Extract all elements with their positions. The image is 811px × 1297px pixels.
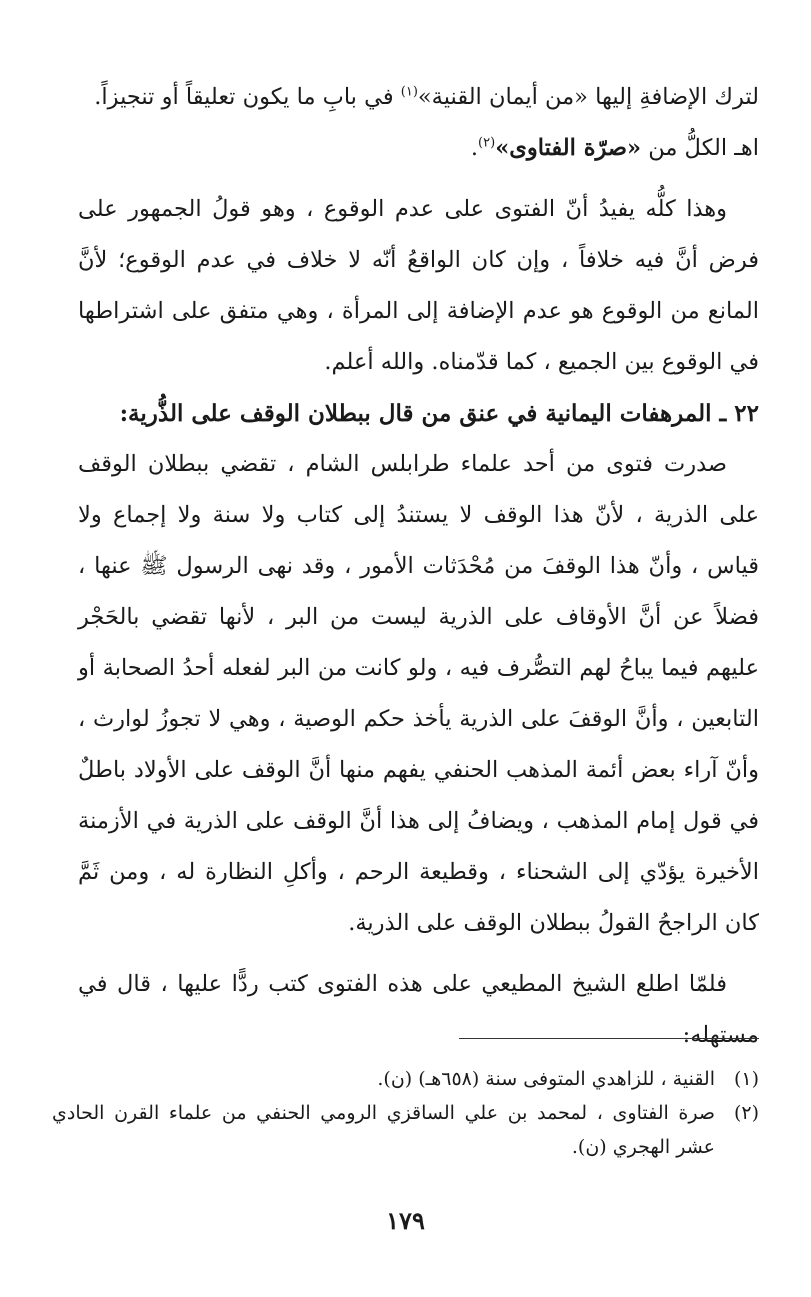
cited-title: «صرّة الفتاوى» — [495, 135, 642, 161]
footnotes — [52, 1062, 759, 1164]
footnote-marker-2: (٢) — [478, 135, 496, 151]
footnote-1 — [52, 1062, 759, 1096]
footnote-text: القنية ، للزاهدي المتوفى سنة (٦٥٨هـ) (ن). — [377, 1068, 715, 1090]
footnote-number: (٢) — [733, 1102, 759, 1124]
section-heading: ٢٢ ـ المرهفات اليمانية في عنق من قال ببطلان الوقف على الذُّرية: — [119, 400, 759, 427]
paragraph-1: لترك الإضافةِ إليها «من أيمان القنية»$^{(١)}$ في بابِ ما يكون تعليقاً أو تنجيزاً. — [94, 84, 759, 110]
main-text — [78, 72, 759, 1061]
footnote-marker-1: (١) — [400, 84, 418, 100]
paragraph-2: اهـ الكلُّ من «صرّة الفتاوى»$^{(٢)}$. — [470, 135, 759, 161]
footnote-divider — [459, 1038, 759, 1039]
paragraph-5: فلمّا اطلع الشيخ المطيعي على هذه الفتوى كتب ردًّا عليها ، قال في مستهله: — [78, 971, 759, 1048]
paragraph-4: صدرت فتوى من أحد علماء طرابلس الشام ، تقضي ببطلان الوقف على الذرية ، لأنّ هذا الوقف لا يستندُ إلى كتاب ولا سنة ولا إجماع ولا قياس ، وأنّ هذا الوقفَ من مُحْدَثات الأمور ، وقد نهى الرسول ﷺ عنها ، فضلاً عن أنَّ الأوقاف على الذرية ليست من البر ، لأنها تقضي بالحَجْر عليهم فيما يباحُ لهم التصُّرف فيه ، ولو كانت من البر لفعله أحدُ الصحابة أو التابعين ، وأنَّ الوقفَ على الذرية يأخذ حكم الوصية ، وهي لا تجوزُ لوارث ، وأنّ آراء بعض أئمة المذهب الحنفي يفهم منها أنَّ الوقف على الأولاد باطلٌ في قول إمام المذهب ، ويضافُ إلى هذا أنَّ الوقف على الذرية في الأزمنة الأخيرة يؤدّي إلى الشحناء ، وقطيعة الرحم ، وأكلِ النظارة له ، ومن ثَمَّ كان الراجحُ القولُ ببطلان الوقف على الذرية. — [78, 451, 759, 936]
page-number: ١٧٩ — [386, 1206, 425, 1235]
footnote-number: (١) — [733, 1068, 759, 1090]
footnote-2 — [52, 1096, 759, 1164]
paragraph-3: وهذا كلُّه يفيدُ أنّ الفتوى على عدم الوقوع ، وهو قولُ الجمهور على فرض أنَّ فيه خلافاً ، وإن كان الواقعُ أنّه لا خلاف في عدم الوقوع؛ لأنَّ المانع من الوقوع هو عدم الإضافة إلى المرأة ، وهي متفق على اشتراطها في الوقوع بين الجميع ، كما قدّمناه. والله أعلم. — [78, 196, 759, 375]
footnote-text: صرة الفتاوى ، لمحمد بن علي الساقزي الرومي الحنفي من علماء القرن الحادي عشر الهجري (ن). — [52, 1102, 715, 1158]
